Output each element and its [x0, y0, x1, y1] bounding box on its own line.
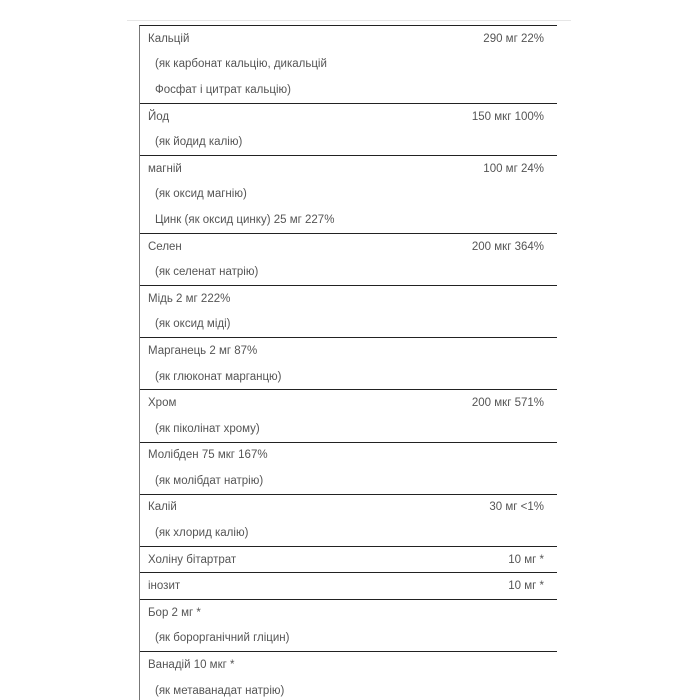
nutrient-detail: (як оксид міді) — [155, 318, 231, 331]
nutrient-amount: 150 мкг 100% — [471, 110, 544, 123]
nutrient-detail-line — [140, 416, 557, 442]
nutrient-amount: 30 мг <1% — [489, 501, 544, 514]
nutrient-row — [140, 547, 557, 574]
nutrient-detail: (як хлорид калію) — [155, 527, 249, 540]
nutrient-detail: (як піколінат хрому) — [155, 422, 260, 435]
nutrient-name-line — [140, 104, 557, 130]
nutrient-detail-line — [140, 77, 557, 103]
nutrient-name: Холіну бітартрат — [148, 553, 237, 566]
nutrient-row — [140, 104, 557, 156]
nutrient-row — [140, 600, 557, 652]
nutrient-row — [140, 156, 557, 234]
nutrient-detail: Цинк (як оксид цинку) 25 мг 227% — [155, 213, 335, 226]
nutrient-row — [140, 286, 557, 338]
top-divider — [127, 20, 571, 21]
nutrient-detail-line — [140, 364, 557, 390]
nutrient-row — [140, 652, 557, 700]
nutrient-amount: 200 мкг 571% — [471, 397, 544, 410]
nutrient-name-line — [140, 443, 557, 469]
nutrient-detail-line — [140, 520, 557, 546]
nutrient-detail-line — [140, 207, 557, 233]
nutrient-name: Мідь 2 мг 222% — [148, 292, 231, 305]
nutrient-row — [140, 338, 557, 390]
nutrient-detail: (як селенат натрію) — [155, 266, 259, 279]
nutrient-row — [140, 443, 557, 495]
nutrient-detail-line — [140, 182, 557, 208]
nutrient-name-line — [140, 600, 557, 626]
nutrient-table — [139, 25, 557, 700]
nutrient-detail-line — [140, 626, 557, 652]
nutrient-detail-line — [140, 312, 557, 338]
nutrient-name-line — [140, 652, 557, 678]
nutrient-detail: (як молібдат натрію) — [155, 474, 264, 487]
nutrient-name-line — [140, 390, 557, 416]
nutrient-detail: (як йодид калію) — [155, 136, 243, 149]
nutrient-name-line — [140, 547, 557, 573]
nutrient-detail: (як глюконат марганцю) — [155, 370, 282, 383]
nutrient-detail: (як метаванадат натрію) — [155, 684, 285, 697]
nutrient-row — [140, 390, 557, 442]
nutrient-detail: (як борорганічний гліцин) — [155, 632, 290, 645]
nutrient-name: інозит — [148, 580, 181, 593]
nutrient-detail-line — [140, 52, 557, 78]
nutrient-name: Молібден 75 мкг 167% — [148, 449, 268, 462]
nutrient-name-line — [140, 338, 557, 364]
nutrient-name-line — [140, 234, 557, 260]
nutrient-detail-line — [140, 259, 557, 285]
nutrient-row — [140, 26, 557, 104]
nutrient-row — [140, 495, 557, 547]
nutrient-name: магній — [148, 162, 182, 175]
nutrient-name: Кальцій — [148, 32, 190, 45]
nutrient-name: Калій — [148, 501, 177, 514]
nutrient-name-line — [140, 26, 557, 52]
nutrient-name: Марганець 2 мг 87% — [148, 344, 258, 357]
nutrient-row — [140, 234, 557, 286]
nutrient-detail-line — [140, 678, 557, 700]
nutrient-name: Бор 2 мг * — [148, 606, 201, 619]
nutrient-detail: (як оксид магнію) — [155, 188, 247, 201]
nutrient-name-line — [140, 573, 557, 599]
nutrient-amount: 290 мг 22% — [483, 32, 544, 45]
nutrient-name: Хром — [148, 397, 177, 410]
nutrient-name: Йод — [148, 110, 170, 123]
nutrient-name-line — [140, 495, 557, 521]
nutrient-amount: 100 мг 24% — [483, 162, 544, 175]
nutrient-row — [140, 573, 557, 600]
nutrient-detail-line — [140, 129, 557, 155]
nutrient-amount: 10 мг * — [508, 580, 544, 593]
nutrient-name: Ванадій 10 мкг * — [148, 659, 235, 672]
nutrient-detail-line — [140, 468, 557, 494]
nutrient-amount: 10 мг * — [508, 553, 544, 566]
nutrient-amount: 200 мкг 364% — [471, 240, 544, 253]
nutrient-detail: (як карбонат кальцію, дикальцій — [155, 58, 327, 71]
nutrient-name: Селен — [148, 240, 182, 253]
nutrient-name-line — [140, 156, 557, 182]
nutrient-detail: Фосфат і цитрат кальцію) — [155, 83, 291, 96]
nutrient-name-line — [140, 286, 557, 312]
